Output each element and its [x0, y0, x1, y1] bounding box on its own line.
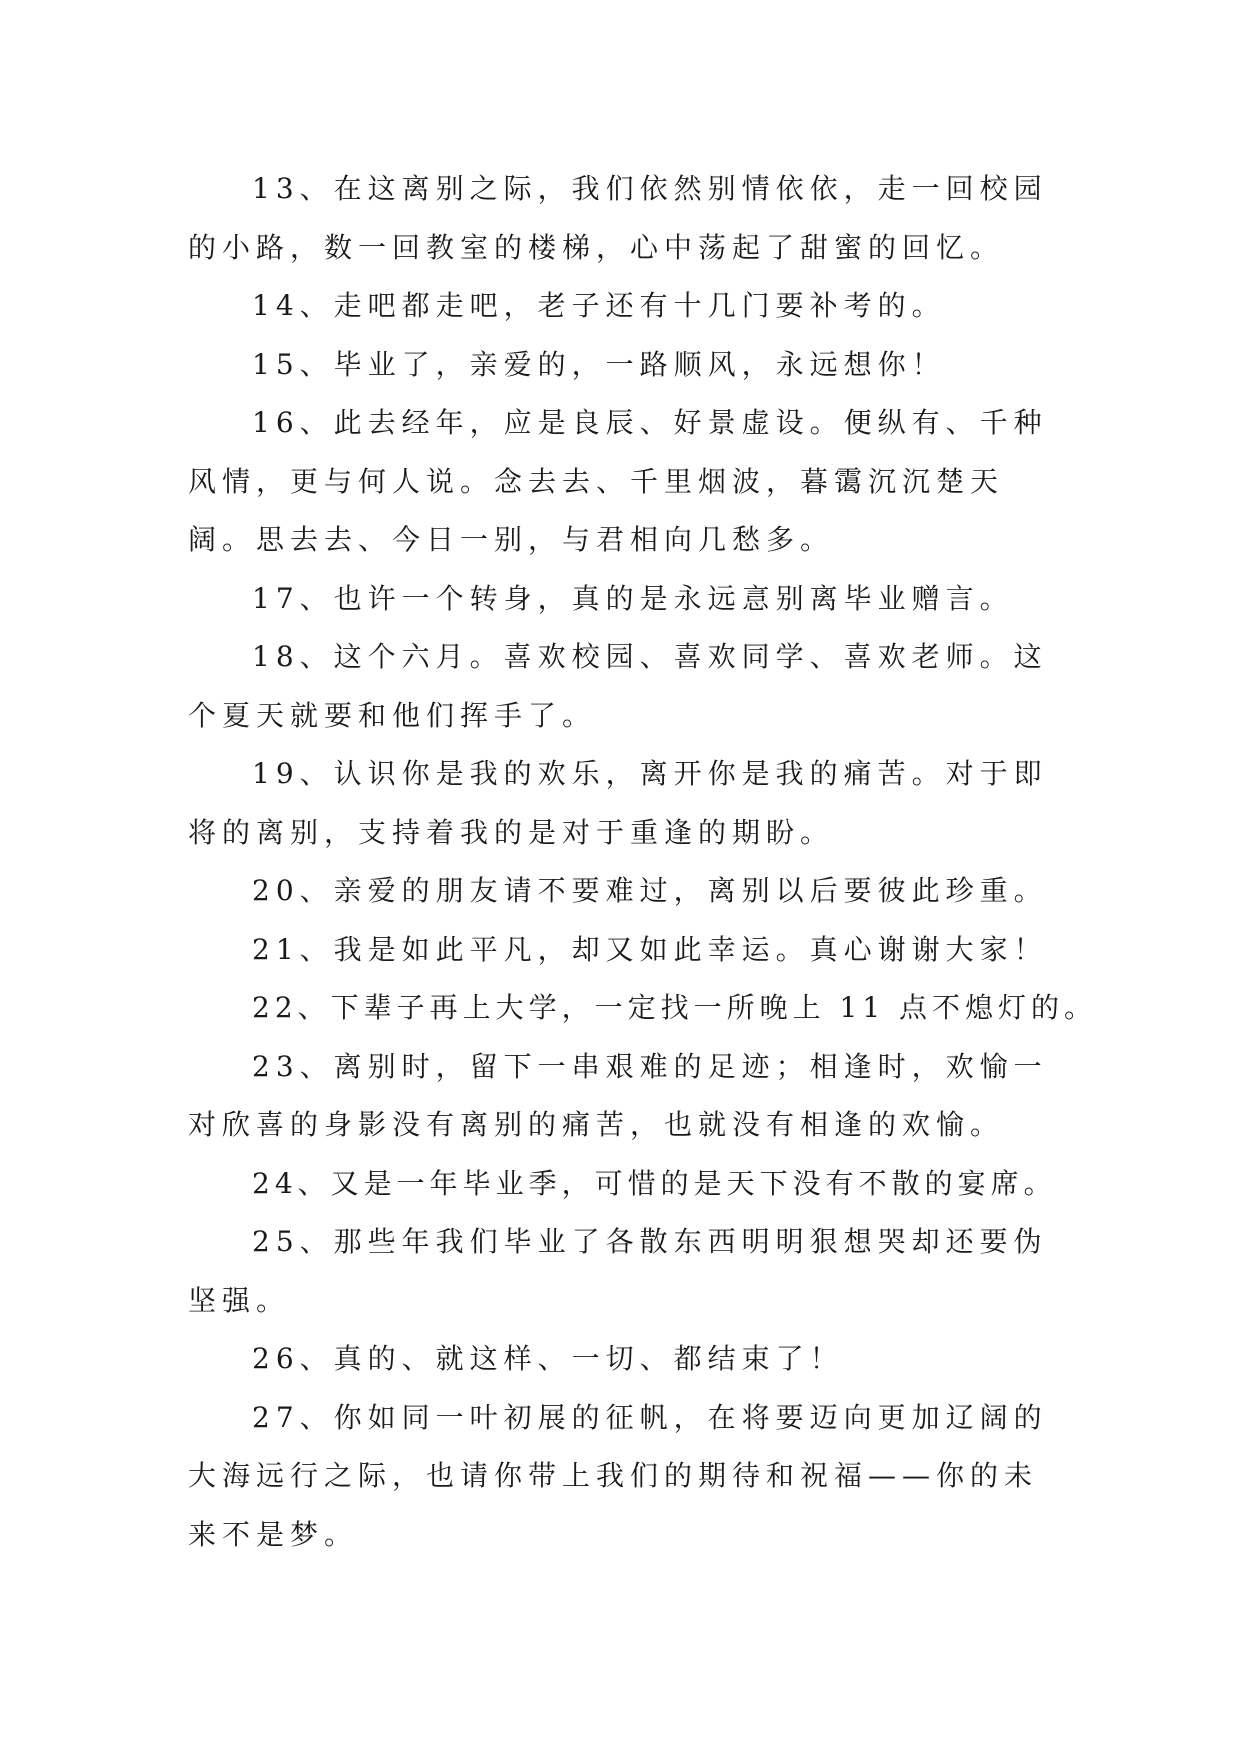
- paragraph-13: 13、在这离别之际，我们依然别情依依，走一回校园的小路，数一回教室的楼梯，心中荡起了甜蜜的回忆。: [188, 172, 1048, 264]
- paragraph-14: 14、走吧都走吧，老子还有十几门要补考的。: [252, 289, 946, 322]
- paragraph-20: 20、亲爱的朋友请不要难过，离别以后要彼此珍重。: [252, 874, 1048, 907]
- paragraph-23: 23、离别时，留下一串艰难的足迹；相逢时，欢愉一对欣喜的身影没有离别的痛苦，也就没有相逢的欢愉。: [188, 1049, 1048, 1141]
- paragraph-24: 24、又是一年毕业季，可惜的是天下没有不散的宴席。: [252, 1166, 1057, 1200]
- paragraph-21: 21、我是如此平凡，却又如此幸运。真心谢谢大家！: [252, 932, 1048, 966]
- paragraph-15: 15、毕业了，亲爱的，一路顺风，永远想你！: [252, 347, 946, 381]
- paragraph-27: 27、你如同一叶初展的征帆，在将要迈向更加辽阔的大海远行之际，也请你带上我们的期待和祝福——你的未来不是梦。: [188, 1400, 1048, 1551]
- paragraph-25: 25、那些年我们毕业了各散东西明明狠想哭却还要伪坚强。: [188, 1225, 1048, 1317]
- paragraph-22: 22、下辈子再上大学，一定找一所晚上 11 点不熄灯的。: [252, 991, 1098, 1024]
- paragraph-17: 17、也许一个转身，真的是永远悥别离毕业赠言。: [252, 581, 1014, 615]
- paragraph-19: 19、认识你是我的欢乐，离开你是我的痛苦。对于即将的离别，支持着我的是对于重逢的期盼。: [188, 757, 1048, 849]
- paragraph-16: 16、此去经年，应是良辰、好景虚设。便纵有、千种风情，更与何人说。念去去、千里烟波，暮霭沉沉楚天阔。思去去、今日一别，与君相向几愁多。: [188, 406, 1048, 556]
- paragraph-18: 18、这个六月。喜欢校园、喜欢同学、喜欢老师。这个夏天就要和他们挥手了。: [188, 640, 1048, 732]
- document-body: [188, 160, 1098, 1564]
- paragraph-26: 26、真的、就这样、一切、都结束了！: [252, 1342, 844, 1375]
